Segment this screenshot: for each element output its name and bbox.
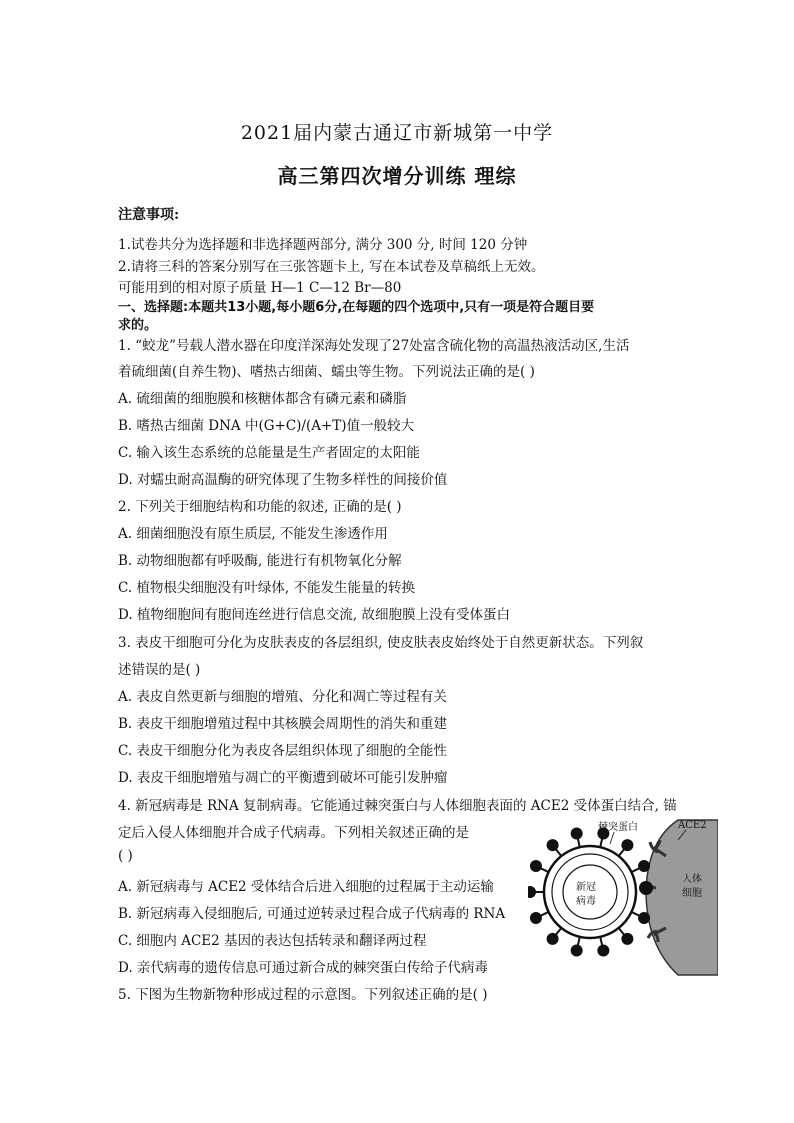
- q4-option-d: D. 亲代病毒的遗传信息可通过新合成的棘突蛋白传给子代病毒: [118, 960, 488, 976]
- q4-option-a: A. 新冠病毒与 ACE2 受体结合后进入细胞的过程属于主动运输: [118, 879, 494, 895]
- q2-option-d: D. 植物细胞间有胞间连丝进行信息交流, 故细胞膜上没有受体蛋白: [118, 607, 511, 623]
- notice-item-2: 2.请将三科的答案分别写在三张答题卡上, 写在本试卷及草稿纸上无效。: [118, 259, 545, 275]
- q2-option-c: C. 植物根尖细胞没有叶绿体, 不能发生能量的转换: [118, 580, 416, 596]
- cell-label-line1: 人体: [682, 874, 702, 885]
- q1-option-d: D. 对蠕虫耐高温酶的研究体现了生物多样性的间接价值: [118, 472, 448, 488]
- spike-head: [528, 887, 535, 897]
- q1-option-b: B. 嗜热古细菌 DNA 中(G+C)/(A+T)值一般较大: [118, 418, 415, 434]
- q1-stem-cont: 着硫细菌(自养生物)、嗜热古细菌、蠕虫等生物。下列说法正确的是( ): [118, 364, 535, 380]
- binding-site-icon: [639, 881, 653, 895]
- q3-stem-cont: 述错误的是( ): [118, 662, 201, 678]
- q4-option-b: B. 新冠病毒入侵细胞后, 可通过逆转录过程合成子代病毒的 RNA: [118, 906, 506, 922]
- q4-option-c: C. 细胞内 ACE2 基因的表达包括转录和翻译两过程: [118, 933, 427, 949]
- notice-heading: 注意事项:: [118, 207, 180, 223]
- virus-label-line1: 新冠: [576, 882, 596, 893]
- q1-option-c: C. 输入该生态系统的总能量是生产者固定的太阳能: [118, 445, 420, 461]
- q1-stem: 1. “蛟龙”号载人潜水器在印度洋深海处发现了27处富含硫化物的高温热液活动区,生活: [118, 338, 630, 354]
- spike-head: [548, 840, 558, 850]
- spike-protein-label: 棘突蛋白: [598, 822, 638, 833]
- virus-ace2-diagram: [528, 810, 718, 985]
- spike-head: [598, 945, 608, 955]
- q3-option-a: A. 表皮自然更新与细胞的增殖、分化和凋亡等过程有关: [118, 689, 447, 705]
- cell-label-line2: 细胞: [682, 888, 702, 899]
- q2-stem: 2. 下列关于细胞结构和功能的叙述, 正确的是( ): [118, 499, 402, 515]
- ace2-label: ACE2: [678, 820, 707, 831]
- virus-particle: [528, 829, 649, 956]
- q4-stem-paren: ( ): [118, 848, 133, 864]
- q4-stem-cont: 定后入侵人体细胞并合成子代病毒。下列相关叙述正确的是: [118, 825, 469, 841]
- notice-item-1: 1.试卷共分为选择题和非选择题两部分, 满分 300 分, 时间 120 分钟: [118, 237, 528, 253]
- q5-stem: 5. 下图为生物新物种形成过程的示意图。下列叙述正确的是( ): [118, 987, 488, 1003]
- q3-stem: 3. 表皮干细胞可分化为皮肤表皮的各层组织, 使皮肤表皮始终处于自然更新状态。下列叙: [118, 635, 644, 651]
- spike-head: [531, 861, 541, 871]
- section-heading-cont: 求的。: [118, 318, 158, 333]
- spike-head: [531, 913, 541, 923]
- human-cell: [646, 820, 718, 975]
- q2-option-b: B. 动物细胞都有呼吸酶, 能进行有机物氧化分解: [118, 553, 402, 569]
- spike-head: [572, 829, 582, 839]
- exam-subtitle: 高三第四次增分训练 理综: [277, 164, 517, 188]
- q4-stem: 4. 新冠病毒是 RNA 复制病毒。它能通过棘突蛋白与人体细胞表面的 ACE2 受体蛋白结合, 锚: [118, 798, 677, 814]
- spike-head: [639, 913, 649, 923]
- spike-head: [548, 934, 558, 944]
- q1-option-a: A. 硫细菌的细胞膜和核糖体都含有磷元素和磷脂: [118, 391, 407, 407]
- q3-option-d: D. 表皮干细胞增殖与凋亡的平衡遭到破坏可能引发肿瘤: [118, 770, 448, 786]
- spike-head: [622, 934, 632, 944]
- q3-option-c: C. 表皮干细胞分化为表皮各层组织体现了细胞的全能性: [118, 743, 447, 759]
- q2-option-a: A. 细菌细胞没有原生质层, 不能发生渗透作用: [118, 526, 388, 542]
- virus-label-line2: 病毒: [576, 896, 596, 907]
- spike-head: [639, 861, 649, 871]
- spike-label-pointer: [610, 832, 614, 844]
- q3-option-b: B. 表皮干细胞增殖过程中其核膜会周期性的消失和重建: [118, 716, 448, 732]
- spike-head: [622, 840, 632, 850]
- atomic-mass-line: 可能用到的相对原子质量 H—1 C—12 Br—80: [118, 280, 402, 296]
- section-heading: 一、选择题:本题共13小题,每小题6分,在每题的四个选项中,只有一项是符合题目要: [118, 300, 595, 315]
- exam-title: 2021届内蒙古通辽市新城第一中学: [240, 122, 554, 144]
- spike-head: [572, 945, 582, 955]
